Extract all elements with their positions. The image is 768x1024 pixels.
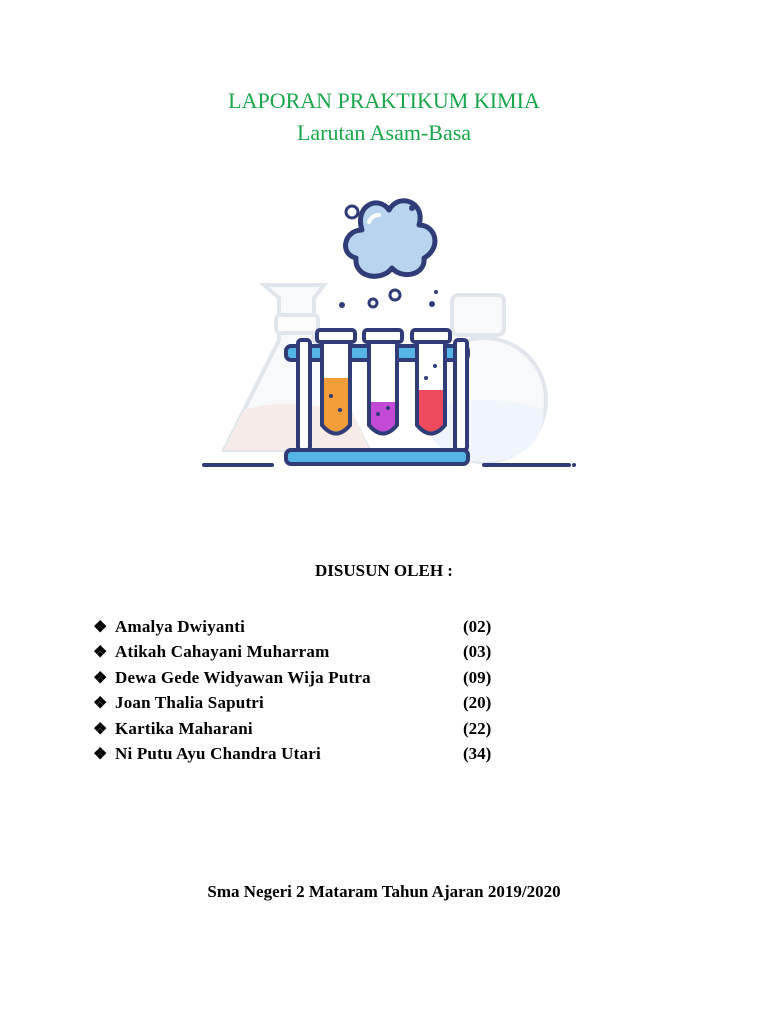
- member-number: (09): [463, 667, 492, 687]
- list-item: [93, 691, 513, 717]
- member-number: (03): [463, 642, 492, 662]
- diamond-bullet-icon: ❖: [93, 618, 108, 636]
- member-name: Dewa Gede Widyawan Wija Putra: [115, 667, 371, 687]
- list-item: [93, 665, 513, 691]
- diamond-bullet-icon: ❖: [93, 644, 108, 662]
- diamond-bullet-icon: ❖: [93, 720, 108, 738]
- list-item: [93, 614, 513, 640]
- test-tube-orange-icon: [317, 330, 355, 434]
- list-item: [93, 742, 513, 768]
- test-tubes-rack-icon: [164, 170, 608, 488]
- chemistry-lab-illustration: [164, 170, 608, 488]
- member-number: (22): [463, 718, 492, 738]
- test-tube-red-icon: [412, 330, 450, 434]
- report-subtitle: Larutan Asam-Basa: [296, 120, 472, 145]
- compiled-by-heading: DISUSUN OLEH :: [315, 561, 453, 580]
- member-number: (34): [463, 744, 492, 764]
- member-name: Joan Thalia Saputri: [115, 693, 264, 713]
- test-tube-purple-icon: [364, 330, 402, 434]
- member-name: Kartika Maharani: [115, 718, 253, 738]
- member-name: Amalya Dwiyanti: [115, 616, 246, 636]
- smoke-cloud-icon: [339, 201, 438, 308]
- member-name: Ni Putu Ayu Chandra Utari: [115, 744, 321, 764]
- list-item: [93, 716, 513, 742]
- member-name: Atikah Cahayani Muharram: [115, 642, 330, 662]
- list-item: [93, 640, 513, 666]
- member-number: (02): [463, 616, 492, 636]
- diamond-bullet-icon: ❖: [93, 695, 108, 713]
- member-number: (20): [463, 693, 492, 713]
- diamond-bullet-icon: ❖: [93, 746, 108, 764]
- report-title: LAPORAN PRAKTIKUM KIMIA: [228, 88, 540, 113]
- diamond-bullet-icon: ❖: [93, 669, 108, 687]
- member-list: [93, 614, 513, 767]
- school-year-footer: Sma Negeri 2 Mataram Tahun Ajaran 2019/2020: [207, 882, 561, 901]
